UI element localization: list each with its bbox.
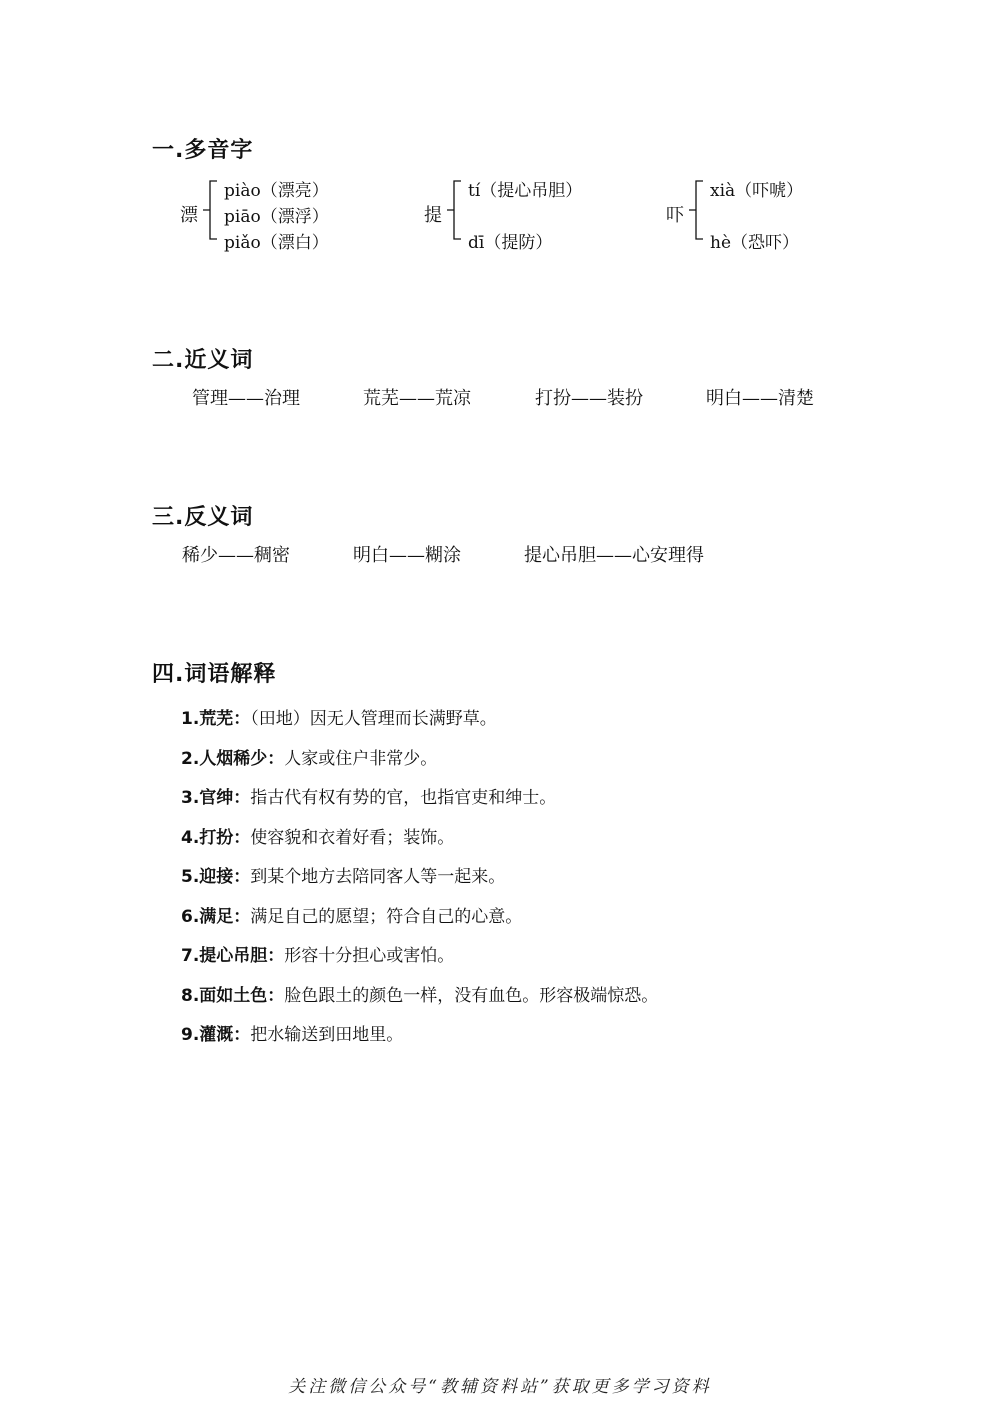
definition-text: （田地）因无人管理而长满野草。 — [250, 709, 497, 729]
polyphone-group-ti — [424, 172, 644, 256]
synonym-pair: 明白——清楚 — [706, 388, 814, 409]
polyphone-char: 吓 — [666, 205, 684, 226]
antonym-pair: 明白——糊涂 — [353, 545, 461, 566]
antonym-pair: 提心吊胆——心安理得 — [524, 545, 704, 566]
polyphone-reading: tí（提心吊胆） — [468, 181, 583, 201]
definition-text: 指古代有权有势的官，也指官吏和绅士。 — [250, 788, 557, 808]
polyphone-reading: piāo（漂浮） — [224, 207, 329, 227]
polyphone-group-xia — [666, 172, 886, 256]
definition-item — [181, 704, 658, 744]
definition-item — [181, 862, 658, 902]
definition-item — [181, 941, 658, 981]
definition-item — [181, 744, 658, 784]
definition-term: 6.满足： — [181, 906, 251, 927]
definition-text: 形容十分担心或害怕。 — [284, 946, 455, 966]
synonym-pair: 荒芜——荒凉 — [363, 388, 471, 409]
definition-term: 8.面如土色： — [181, 985, 285, 1006]
definition-text: 满足自己的愿望；符合自己的心意。 — [250, 906, 523, 927]
polyphone-reading: dī（提防） — [468, 233, 553, 253]
definition-term: 5.迎接： — [181, 867, 251, 887]
definition-text: 使容貌和衣着好看；装饰。 — [250, 827, 455, 848]
polyphone-reading: xià（吓唬） — [710, 181, 804, 201]
definition-term: 2.人烟稀少： — [181, 748, 285, 769]
section-title-antonyms: 三.反义词 — [152, 505, 254, 530]
definition-term: 7.提心吊胆： — [181, 946, 285, 966]
brace-icon — [446, 180, 462, 240]
section-title-definitions: 四.词语解释 — [152, 662, 277, 687]
brace-icon — [688, 180, 704, 240]
brace-icon — [202, 180, 218, 240]
definition-text: 人家或住户非常少。 — [284, 748, 438, 769]
definition-item — [181, 981, 658, 1021]
synonym-pair: 打扮——装扮 — [535, 388, 643, 409]
definition-term: 9.灌溉： — [181, 1025, 251, 1045]
footer-note: 关注微信公众号“教辅资料站”获取更多学习资料 — [288, 1377, 712, 1397]
definition-text: 把水输送到田地里。 — [250, 1025, 404, 1045]
definition-item — [181, 1020, 658, 1060]
section-title-polyphones: 一.多音字 — [152, 138, 254, 163]
polyphone-char: 提 — [424, 205, 442, 226]
definition-item — [181, 823, 658, 863]
antonym-pair: 稀少——稠密 — [182, 545, 290, 566]
section-title-synonyms: 二.近义词 — [152, 348, 254, 373]
definition-text: 脸色跟土的颜色一样，没有血色。形容极端惊恐。 — [284, 985, 659, 1006]
polyphone-reading: piào（漂亮） — [224, 181, 329, 201]
definition-item — [181, 783, 658, 823]
definition-term: 4.打扮： — [181, 827, 251, 848]
definition-term: 1.荒芜： — [181, 709, 251, 729]
definition-list — [181, 704, 658, 1060]
definition-text: 到某个地方去陪同客人等一起来。 — [250, 867, 506, 887]
polyphone-reading: hè（恐吓） — [710, 233, 800, 253]
polyphone-group-piao — [180, 172, 380, 256]
polyphone-reading: piǎo（漂白） — [224, 233, 329, 253]
synonym-pair: 管理——治理 — [192, 388, 300, 409]
definition-term: 3.官绅： — [181, 788, 251, 808]
antonym-list — [0, 541, 1000, 567]
synonym-list — [0, 384, 1000, 410]
polyphone-char: 漂 — [180, 205, 198, 226]
definition-item — [181, 902, 658, 942]
